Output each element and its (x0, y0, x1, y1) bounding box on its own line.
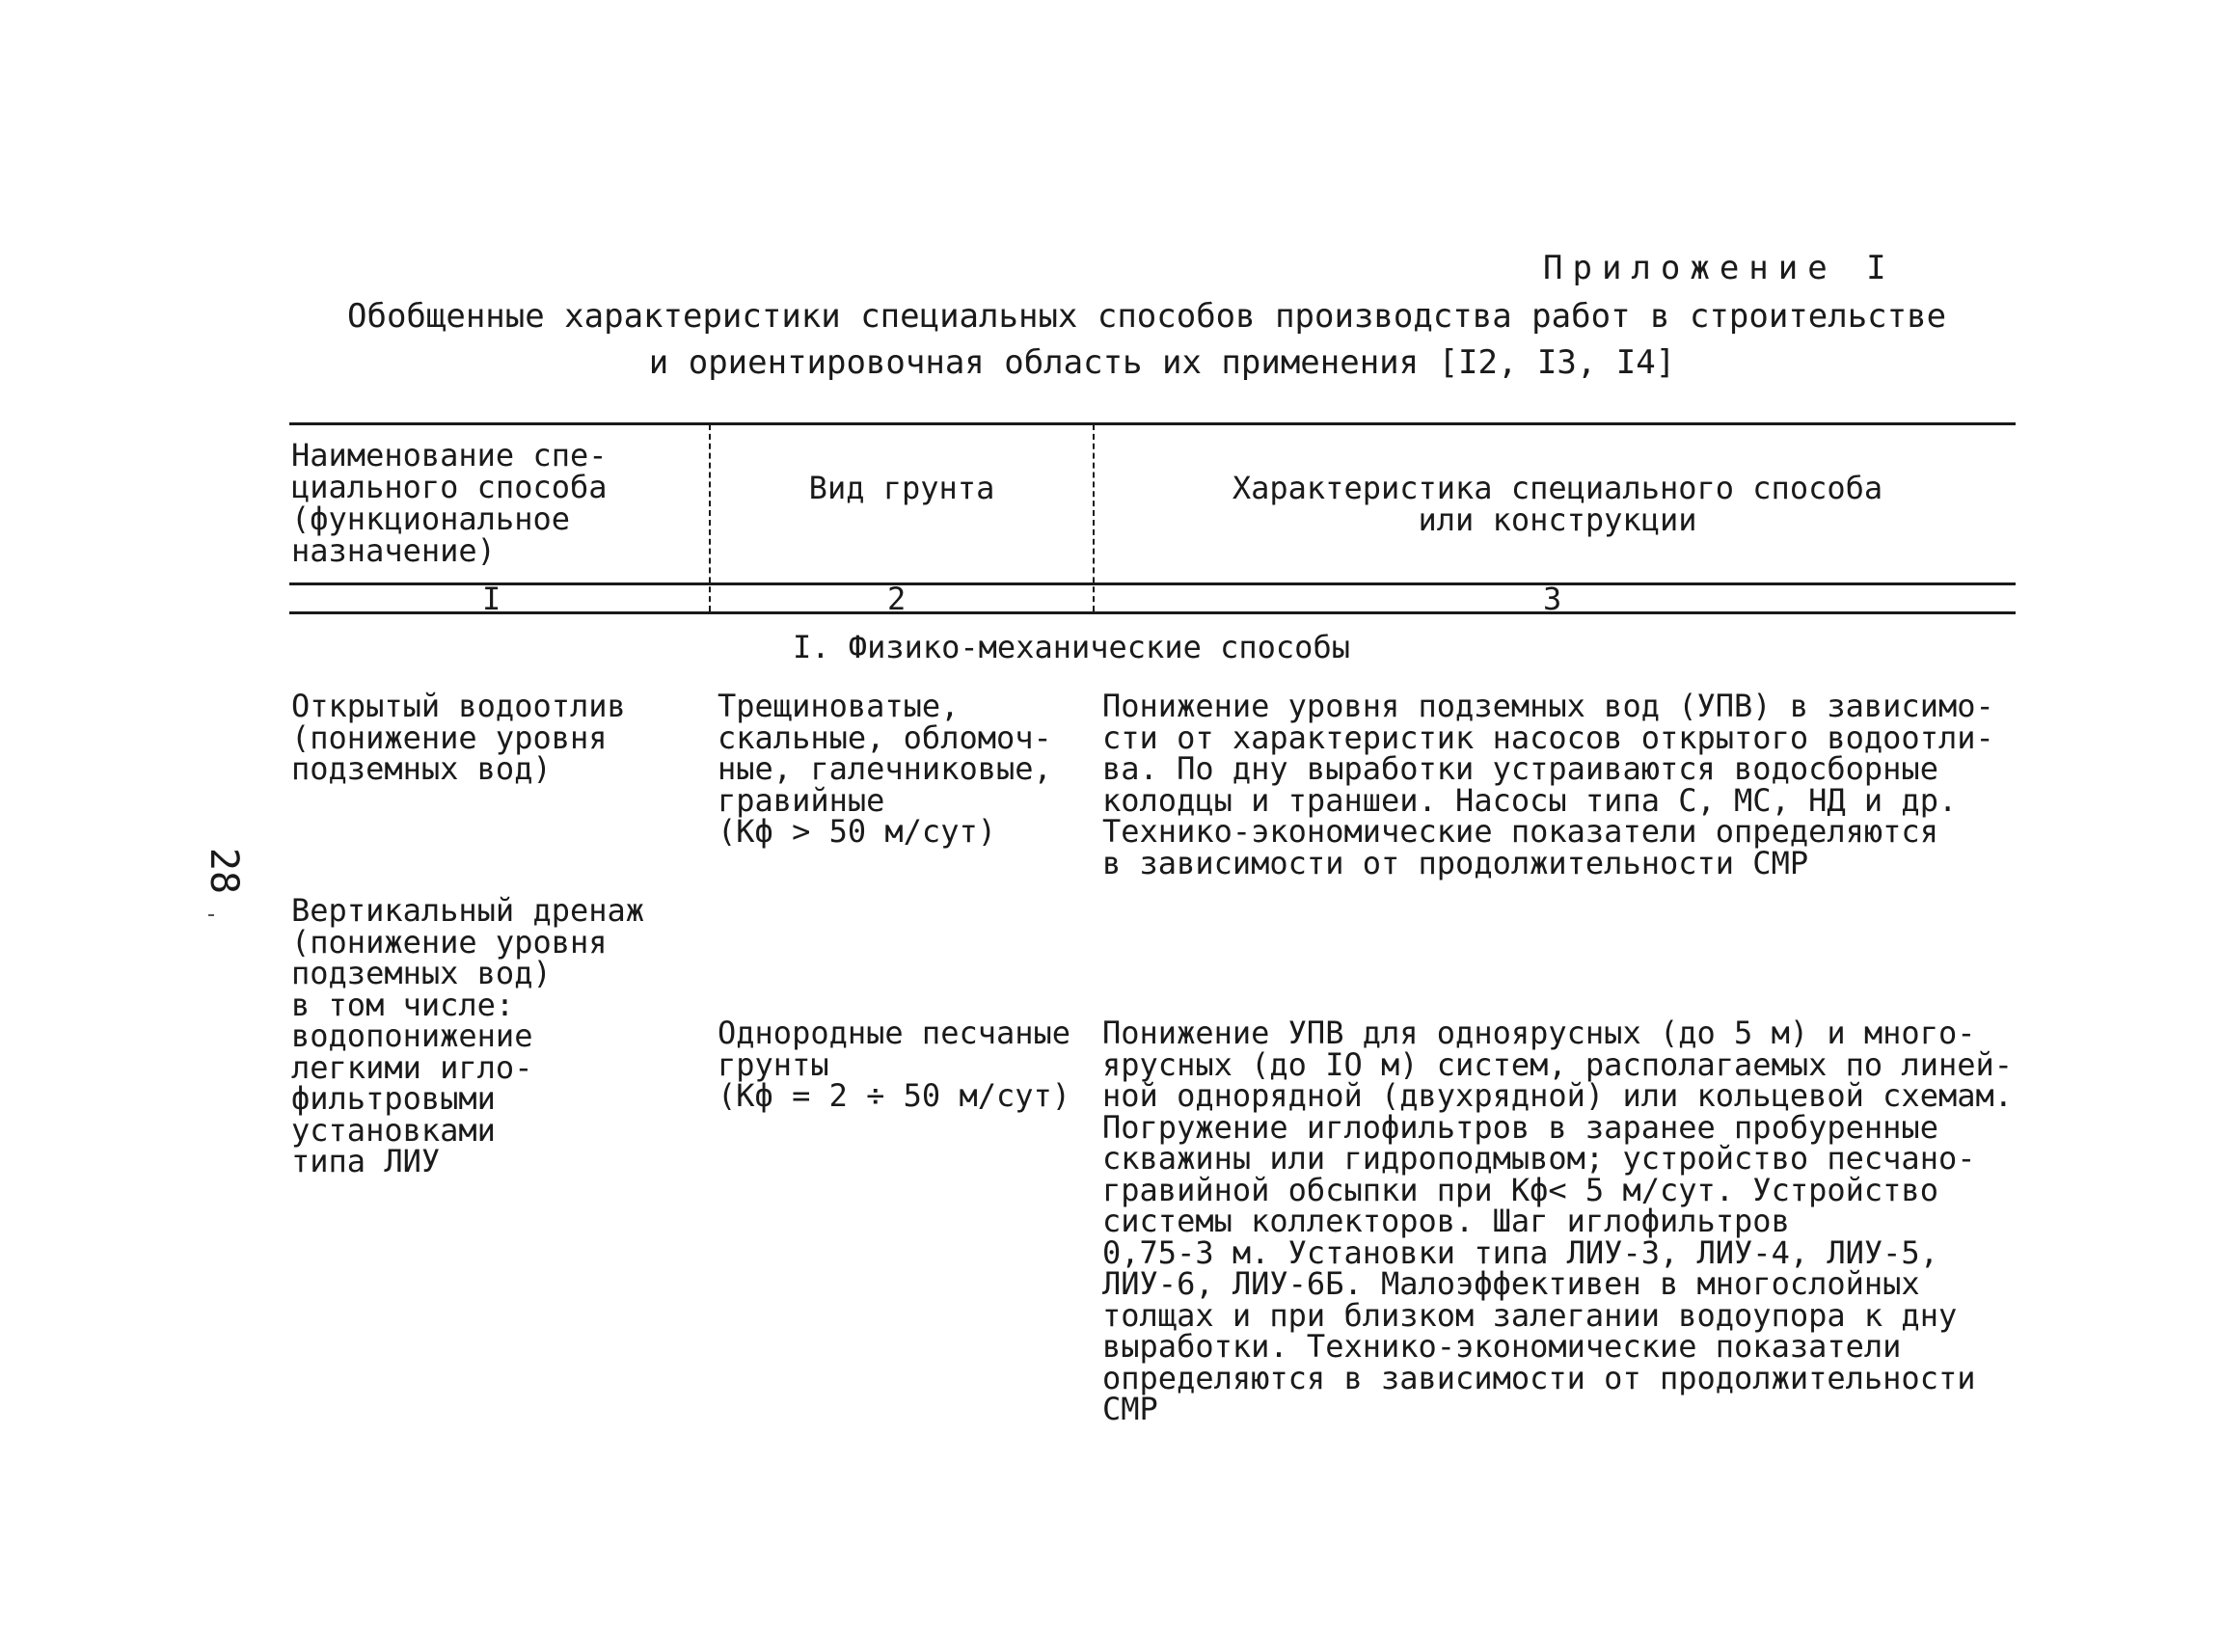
title-line-2: и ориентировочная область их применения [I2, I3, I4] (648, 343, 1676, 382)
row-1-soil: Трещиноватые, скальные, обломоч- ные, галечниковые, гравийные (718, 688, 1052, 819)
row-1-name: Открытый водоотлив (понижение уровня подземных вод) (291, 688, 626, 787)
row-2-soil-coef: (Кф = 2 ÷ 50 м/сут) (718, 1077, 1071, 1114)
page-number: 28 (202, 847, 247, 895)
column-divider-1 (709, 424, 711, 611)
header-cell-soil: Вид грунта (808, 470, 995, 506)
row-2-characteristic: Понижение УПВ для одноярусных (до 5 м) и много- ярусных (до IO м) систем, располагаемых по линей- ной однорядной (двухрядной) или кольцевой схемам. Погружение иглофильтров в заранее пробуренные скважины или гидроподмывом; устройство песчано- гравийной обсыпки при Кф< 5 м/сут. Устройство системы коллекторов. Шаг иглофильтров 0,75-3 м. Установки типа ЛИУ-3, ЛИУ-4, ЛИУ-5, ЛИУ-6, ЛИУ-6Б. Малоэффективен в многослойных толщах и при близком залегании водоупора к дну выработки. Технико-экономические показатели определяются в зависимости от продолжительности СМР (1102, 1015, 2014, 1427)
table-top-rule (289, 422, 2016, 425)
header-bottom-rule (289, 582, 2016, 585)
column-number-1: I (482, 581, 501, 617)
column-number-rule (289, 611, 2016, 614)
stray-mark (208, 914, 214, 916)
document-title (347, 293, 1947, 386)
header-cell-characteristic: Характеристика специального способа или конструкции (1232, 470, 1883, 538)
title-line-1: Обобщенные характеристики специальных способов производства работ в строительстве (347, 297, 1947, 336)
column-number-3: 3 (1543, 581, 1562, 617)
column-number-2: 2 (887, 581, 907, 617)
row-2-soil: Однородные песчаные грунты (718, 1015, 1071, 1083)
section-title: I. Физико-механические способы (793, 629, 1350, 665)
row-2-name: Вертикальный дренаж (понижение уровня подземных вод) в том числе: водопонижение легкими игло- фильтровыми установками типа ЛИУ (291, 892, 645, 1179)
header-cell-name: Наименование спе- циального способа (функциональное назначение) (291, 437, 608, 569)
row-1-characteristic: Понижение уровня подземных вод (УПВ) в зависимо- сти от характеристик насосов открытого водоотли- ва. По дну выработки устраиваются водосборные колодцы и траншеи. Насосы типа С, МС, НД и др. Технико-экономические показатели определяются в зависимости от продолжительности СМР (1102, 688, 1994, 881)
appendix-label: Приложение I (1543, 249, 1896, 287)
row-1-soil-coef: (Кф > 50 м/сут) (718, 813, 996, 850)
column-divider-2 (1093, 424, 1095, 611)
